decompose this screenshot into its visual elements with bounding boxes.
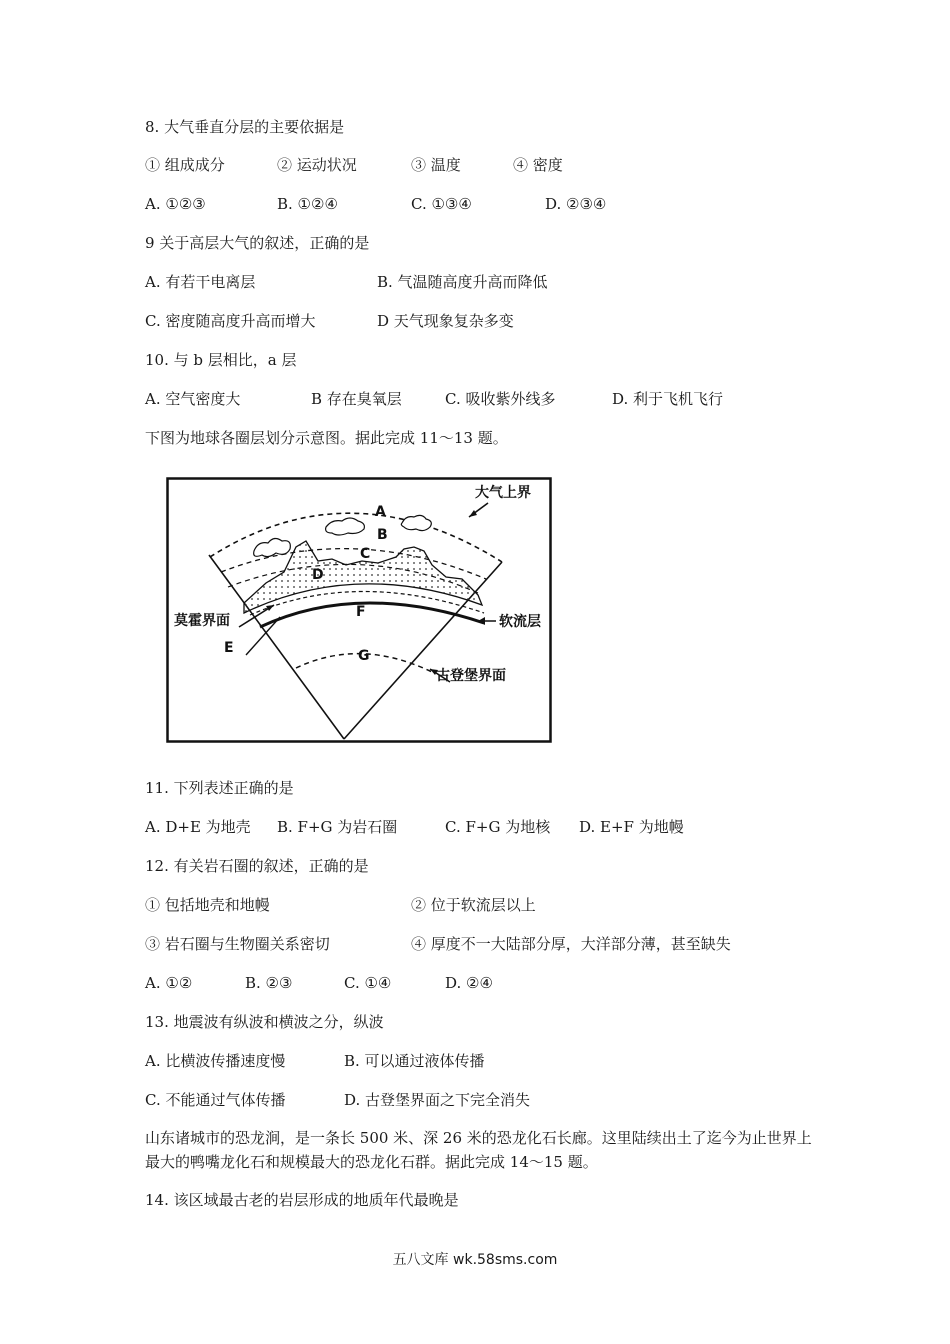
q12-item-2: ② 位于软流层以上 <box>411 896 536 914</box>
page-footer: 五八文库 wk.58sms.com <box>392 1252 558 1268</box>
q11-stem: 11. 下列表述正确的是 <box>145 779 294 797</box>
q12-item-3: ③ 岩石圈与生物圈关系密切 <box>145 935 330 953</box>
label-moho: 莫霍界面 <box>174 613 230 629</box>
q8-option-a: A. ①②③ <box>145 195 206 213</box>
q10-option-d: D. 利于飞机飞行 <box>612 390 724 408</box>
q8-option-b: B. ①②④ <box>277 195 338 213</box>
q13-option-b: B. 可以通过液体传播 <box>344 1052 485 1070</box>
label-asthenosphere: 软流层 <box>499 614 541 630</box>
q10-option-b: B 存在臭氧层 <box>311 390 402 408</box>
earth-layers-diagram <box>166 477 552 743</box>
q10-option-a: A. 空气密度大 <box>145 390 241 408</box>
label-atmosphere-top: 大气上界 <box>475 485 531 501</box>
letter-c: C <box>360 546 371 562</box>
q11-option-d: D. E+F 为地幔 <box>579 818 684 836</box>
q11-option-b: B. F+G 为岩石圈 <box>277 818 398 836</box>
q9-option-c: C. 密度随高度升高而增大 <box>145 312 316 330</box>
q12-option-d: D. ②④ <box>445 974 493 992</box>
letter-e: E <box>224 640 234 656</box>
q8-item-3: ③ 温度 <box>411 156 461 174</box>
intro-14-15: 山东诸城市的恐龙涧，是一条长 500 米、深 26 米的恐龙化石长廊。这里陆续出土了迄今为止世界上最大的鸭嘴龙化石和规模最大的恐龙化石群。据此完成 14～15 题。 <box>145 1129 812 1171</box>
q8-item-1: ① 组成成分 <box>145 156 225 174</box>
q8-option-c: C. ①③④ <box>411 195 472 213</box>
letter-b: B <box>377 527 388 543</box>
q10-stem: 10. 与 b 层相比，a 层 <box>145 351 297 369</box>
q9-option-d: D 天气现象复杂多变 <box>377 312 514 330</box>
letter-a: A <box>375 504 386 520</box>
q13-stem: 13. 地震波有纵波和横波之分，纵波 <box>145 1013 384 1031</box>
q13-option-a: A. 比横波传播速度慢 <box>145 1052 286 1070</box>
earth-layers-svg <box>166 477 552 743</box>
q12-stem: 12. 有关岩石圈的叙述，正确的是 <box>145 857 369 875</box>
q11-option-a: A. D+E 为地壳 <box>145 818 251 836</box>
q8-stem: 8. 大气垂直分层的主要依据是 <box>145 118 345 136</box>
q13-option-c: C. 不能通过气体传播 <box>145 1091 286 1109</box>
letter-g: G <box>358 648 370 664</box>
q9-stem: 9 关于高层大气的叙述，正确的是 <box>145 234 370 252</box>
intro-11-13: 下图为地球各圈层划分示意图。据此完成 11～13 题。 <box>145 429 508 447</box>
q12-option-a: A. ①② <box>145 974 193 992</box>
q10-option-c: C. 吸收紫外线多 <box>445 390 556 408</box>
letter-f: F <box>356 604 366 620</box>
q8-item-2: ② 运动状况 <box>277 156 357 174</box>
q12-item-1: ① 包括地壳和地幔 <box>145 896 270 914</box>
q9-option-b: B. 气温随高度升高而降低 <box>377 273 548 291</box>
q9-option-a: A. 有若干电离层 <box>145 273 256 291</box>
q12-option-c: C. ①④ <box>344 974 392 992</box>
q8-option-d: D. ②③④ <box>545 195 607 213</box>
q12-item-4: ④ 厚度不一大陆部分厚，大洋部分薄，甚至缺失 <box>411 935 731 953</box>
letter-d: D <box>312 567 324 583</box>
q8-item-4: ④ 密度 <box>513 156 563 174</box>
q13-option-d: D. 古登堡界面之下完全消失 <box>344 1091 531 1109</box>
q14-stem: 14. 该区域最古老的岩层形成的地质年代最晚是 <box>145 1191 459 1209</box>
q11-option-c: C. F+G 为地核 <box>445 818 551 836</box>
q12-option-b: B. ②③ <box>245 974 293 992</box>
label-gutenberg: 古登堡界面 <box>436 668 506 684</box>
